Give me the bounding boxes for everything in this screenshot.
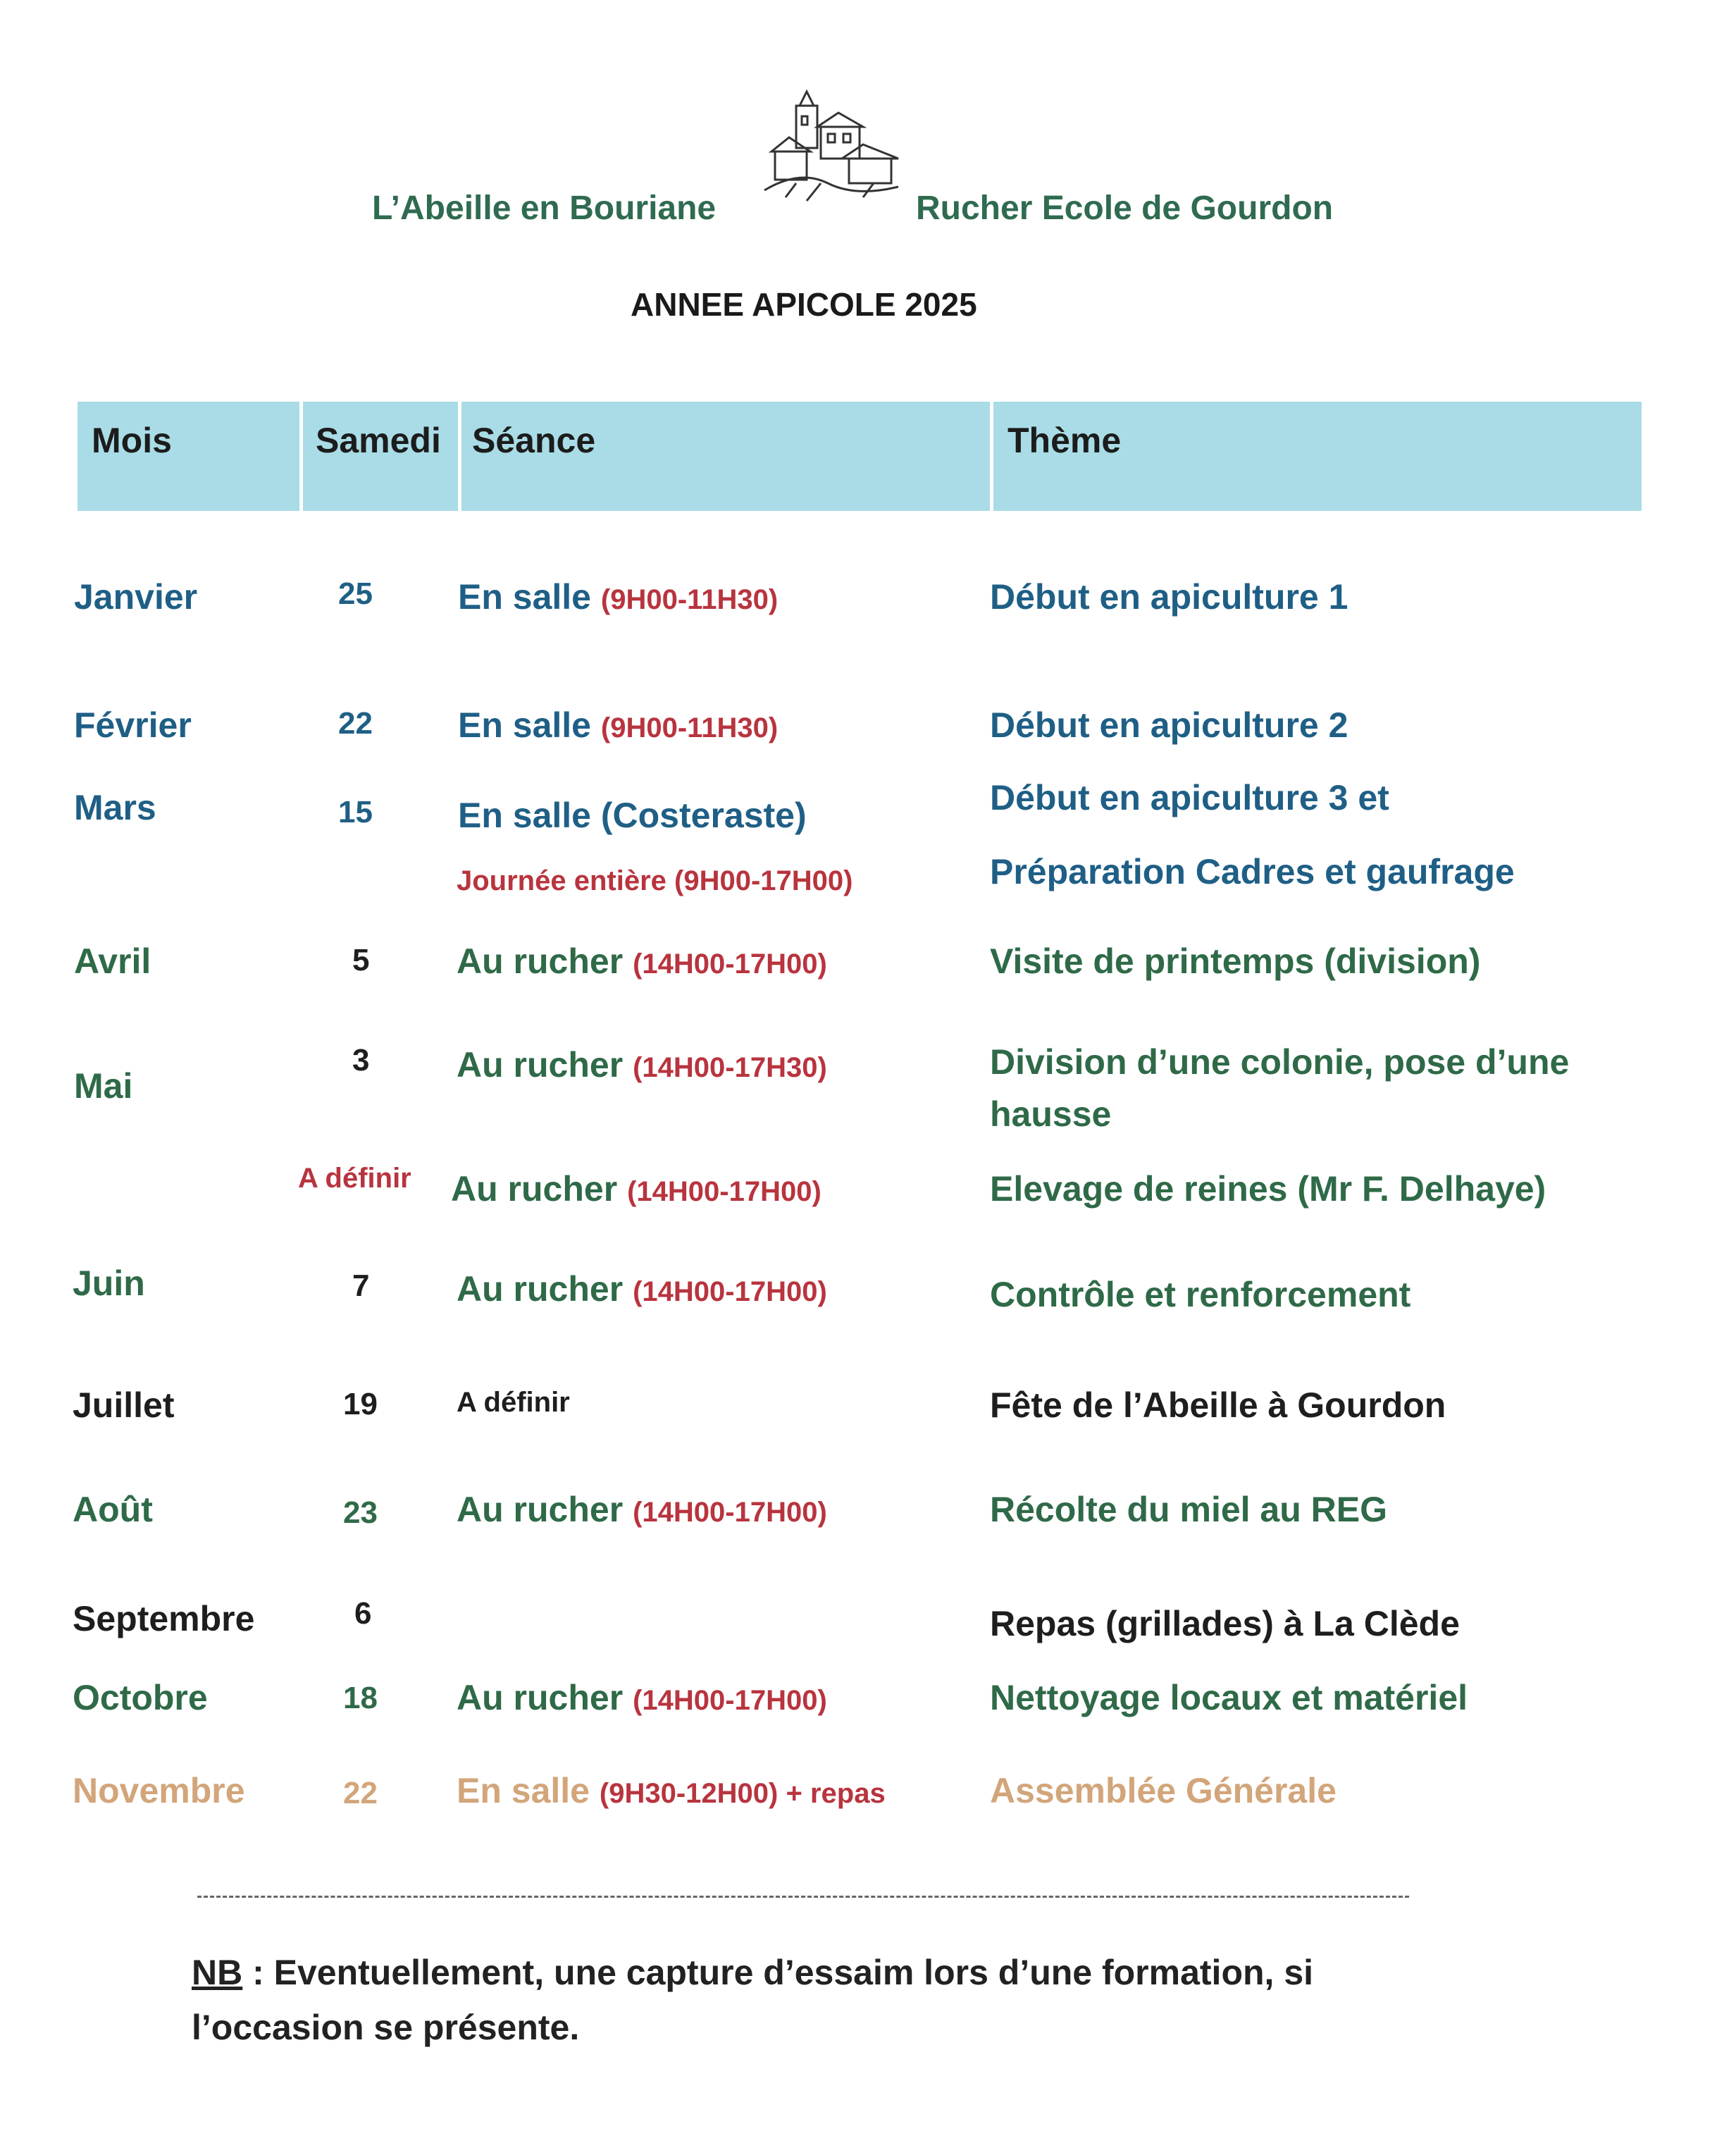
row-samedi: 3 xyxy=(352,1043,370,1077)
seance-horaire: (14H00-17H00) xyxy=(633,949,827,980)
row-samedi: 18 xyxy=(343,1681,378,1715)
row-mois-juillet: Juillet xyxy=(73,1385,175,1425)
row-seance xyxy=(458,576,778,617)
row-mois-mars: Mars xyxy=(74,788,156,827)
village-logo xyxy=(757,85,905,204)
dashed-divider xyxy=(197,1896,1409,1898)
column-header-mois: Mois xyxy=(92,421,172,460)
note-label: NB xyxy=(192,1953,243,1992)
seance-horaire: (14H00-17H30) xyxy=(633,1052,827,1083)
page-title: ANNEE APICOLE 2025 xyxy=(631,286,977,323)
org-name-left: L’Abeille en Bouriane xyxy=(372,190,717,227)
row-seance xyxy=(451,1168,822,1209)
row-samedi: 25 xyxy=(338,576,373,611)
seance-horaire: (9H00-11H30) xyxy=(600,712,779,743)
column-divider xyxy=(990,402,993,511)
seance-horaire: (14H00-17H00) xyxy=(633,1497,827,1528)
row-mois-mai: Mai xyxy=(74,1066,133,1106)
row-mois-octobre: Octobre xyxy=(73,1678,208,1717)
row-seance xyxy=(457,941,827,982)
seance-label: Au rucher xyxy=(457,1045,624,1085)
row-theme: Elevage de reines (Mr F. Delhaye) xyxy=(990,1169,1546,1209)
row-seance xyxy=(457,1044,827,1085)
seance-horaire: (9H30-12H00) + repas xyxy=(599,1778,886,1809)
row-mois-juin: Juin xyxy=(73,1264,145,1303)
row-seance: En salle (Costeraste) xyxy=(458,796,807,835)
row-theme: Nettoyage locaux et matériel xyxy=(990,1678,1468,1717)
row-theme: Visite de printemps (division) xyxy=(990,941,1481,981)
row-samedi: 7 xyxy=(352,1268,370,1303)
row-seance xyxy=(457,1677,827,1718)
row-theme: Division d’une colonie, pose d’une xyxy=(990,1042,1570,1082)
row-mois-novembre: Novembre xyxy=(73,1771,245,1810)
seance-label: En salle xyxy=(457,1771,590,1810)
row-seance xyxy=(458,705,778,746)
row-theme: Contrôle et renforcement xyxy=(990,1275,1411,1314)
column-divider xyxy=(299,402,303,511)
row-mois-septembre: Septembre xyxy=(73,1599,255,1638)
row-theme: Fête de l’Abeille à Gourdon xyxy=(990,1385,1446,1425)
row-samedi: 19 xyxy=(343,1387,378,1421)
row-mois-avril: Avril xyxy=(74,941,151,981)
seance-label: Au rucher xyxy=(457,941,624,981)
seance-label: Au rucher xyxy=(457,1490,624,1529)
seance-label: En salle xyxy=(458,577,591,617)
row-samedi: 22 xyxy=(338,706,373,741)
row-theme-line2: Préparation Cadres et gaufrage xyxy=(990,852,1515,891)
row-theme: Assemblée Générale xyxy=(990,1771,1337,1810)
row-theme: Début en apiculture 2 xyxy=(990,705,1348,745)
seance-horaire: (9H00-11H30) xyxy=(600,584,779,615)
row-seance xyxy=(457,1770,886,1811)
row-mois-aout: Août xyxy=(73,1490,153,1529)
seance-horaire: Journée entière (9H00-17H00) xyxy=(457,865,853,896)
seance-horaire: (14H00-17H00) xyxy=(633,1685,827,1716)
seance-label: Au rucher xyxy=(457,1678,624,1717)
note-line-1 xyxy=(192,1952,1313,1993)
seance-horaire: (14H00-17H00) xyxy=(627,1176,822,1207)
row-samedi: A définir xyxy=(298,1163,411,1194)
row-mois-fevrier: Février xyxy=(74,705,192,745)
row-mois-janvier: Janvier xyxy=(74,577,198,617)
row-theme: Début en apiculture 1 xyxy=(990,577,1348,617)
row-theme: Repas (grillades) à La Clède xyxy=(990,1604,1460,1643)
column-header-theme: Thème xyxy=(1008,421,1122,460)
column-header-samedi: Samedi xyxy=(316,421,441,460)
row-samedi: 5 xyxy=(352,943,370,977)
table-header xyxy=(78,402,1642,511)
row-theme: Récolte du miel au REG xyxy=(990,1490,1388,1529)
row-samedi: 22 xyxy=(343,1776,378,1810)
note-text: : Eventuellement, une capture d’essaim lors d’une formation, si xyxy=(242,1953,1314,1992)
org-name-right: Rucher Ecole de Gourdon xyxy=(916,190,1334,227)
row-theme-line2: hausse xyxy=(990,1094,1112,1134)
row-seance: A définir xyxy=(457,1387,570,1418)
column-header-seance: Séance xyxy=(472,421,596,460)
seance-horaire: (14H00-17H00) xyxy=(633,1276,827,1307)
row-theme: Début en apiculture 3 et xyxy=(990,778,1389,817)
row-samedi: 15 xyxy=(338,795,373,829)
row-samedi: 6 xyxy=(354,1596,372,1631)
row-seance xyxy=(457,1489,827,1530)
seance-label: Au rucher xyxy=(451,1169,618,1209)
note-line-2: l’occasion se présente. xyxy=(192,2008,580,2047)
seance-label: Au rucher xyxy=(457,1269,624,1309)
row-seance xyxy=(457,1268,827,1309)
seance-label: En salle xyxy=(458,705,591,745)
column-divider xyxy=(458,402,461,511)
row-samedi: 23 xyxy=(343,1495,378,1530)
